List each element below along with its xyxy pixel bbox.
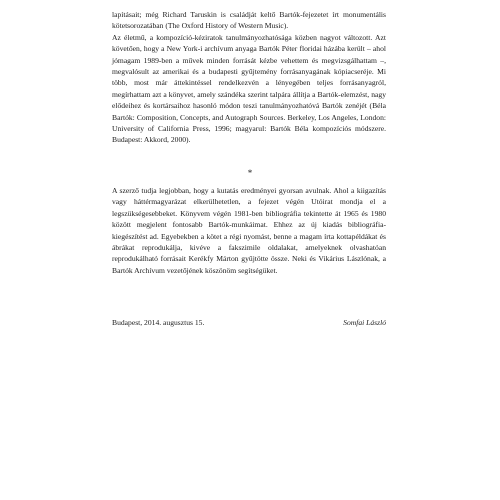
section-separator: *	[247, 168, 253, 178]
signature-date: Budapest, 2014. augusztus 15.	[112, 318, 205, 327]
paragraph-taruskin: lapításait; még Richard Taruskin is családját keltő Bartók-fejezetet írt monumentális kötetsorozatában (The Oxford History of Western Music).	[112, 10, 386, 31]
paragraph-acknowledgements: A szerző tudja legjobban, hogy a kutatás eredményei gyorsan avulnak. Ahol a kiigazítás vagy háttérmagyarázat elkerülhetetlen, a fejezet végén Utóirat mondja el a legszükségesebbeket. Könyvem végén 1981-ben bibliográfia tekintette át 1965 és 1980 között megjelent fontosabb Bartók-munkáimat. Ehhez az új kiadás bibliográfia-kiegészítést ad. Egyebekben a kötet a régi nyomást, benne a magam írta kottapéldákat és ábrákat reprodukálja, kivéve a fakszimile oldalakat, amelyeknek olvashatóan reprodukálható forrásait Kerékfy Márton gyűjtötte össze. Neki és Vikárius Lászlónak, a Bartók Archívum vezetőjének köszönöm segítségüket.	[112, 186, 386, 275]
top-text-block	[112, 9, 386, 146]
middle-text-block	[112, 185, 386, 276]
signature-author: Somfai László	[343, 318, 386, 327]
paragraph-oeuvre: Az életmű, a kompozíció-kéziratok tanulmányozhatósága közben nagyot változott. Azt követően, hogy a New York-i archívum anyaga Bartók Péter floridai házába került – ahol jómagam 1989-ben a művek minden forrását kézbe vehettem és megvizsgálhattam –, megvalósult az amerikai és a budapesti gyűjtemény forrásanyagának kópiacseréje. Mi több, most már áttekintéssel rendelkezvén a lényegében teljes forrásanyagról, megírhattam azt a könyvet, amely szándéka szerint talpára állítja a Bartók-elemzést, nagy elődeihez és kortársaihoz hasonló módon teszi tanulmányozhatóvá Bartók zenéjét (Béla Bartók: Composition, Concepts, and Autograph Sources. Berkeley, Los Angeles, London: University of California Press, 1996; magyarul: Bartók Béla kompozíciós módszere. Budapest: Akkord, 2000).	[112, 32, 386, 145]
